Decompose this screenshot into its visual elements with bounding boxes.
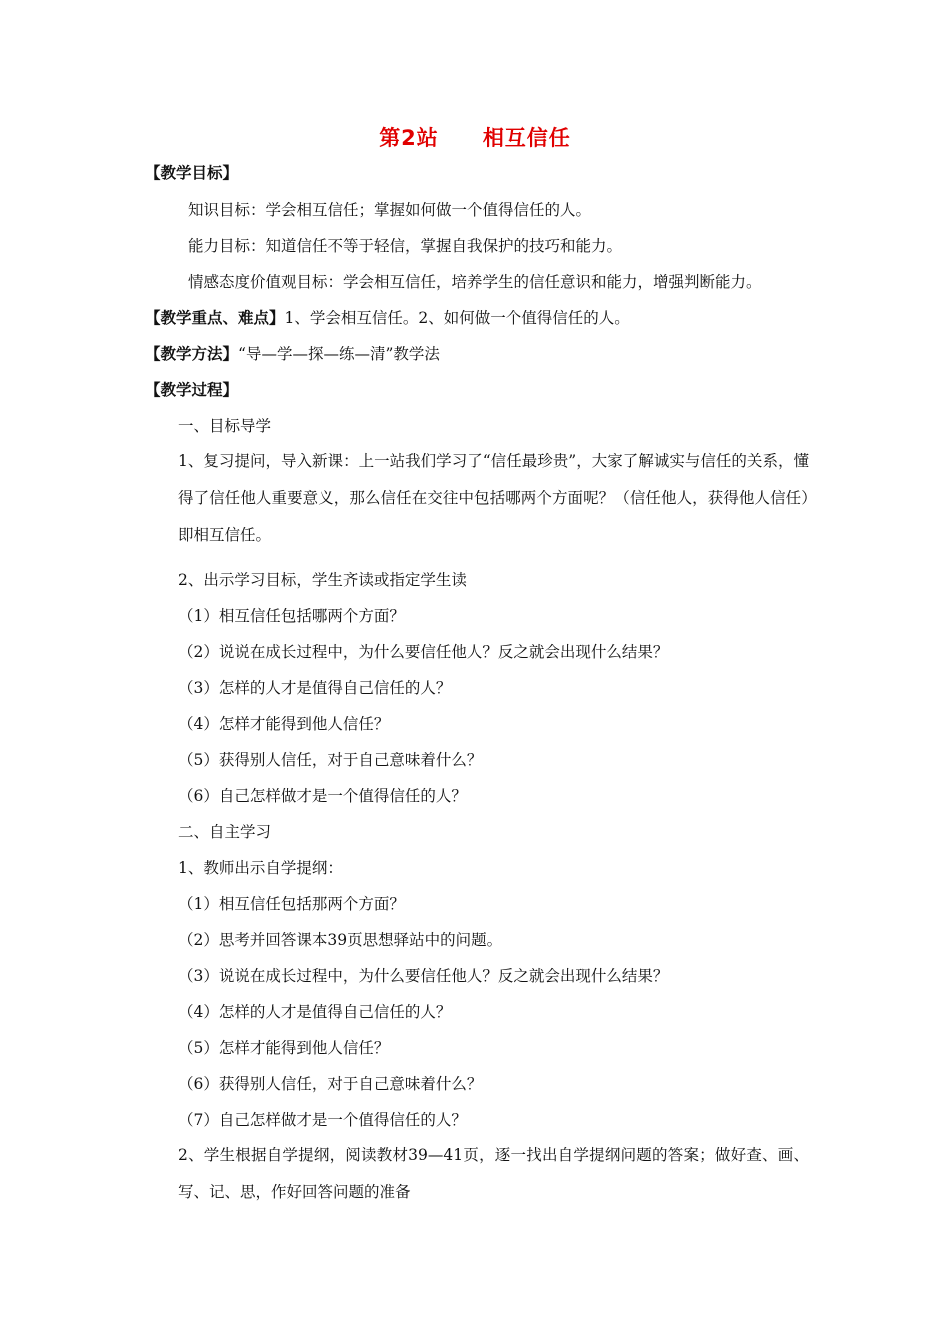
teaching-method	[145, 344, 440, 364]
reading-paragraph	[145, 1137, 809, 1211]
goal-item: （5）获得别人信任，对于自己意味着什么？	[178, 751, 483, 769]
objective-knowledge: 知识目标：学会相互信任；掌握如何做一个值得信任的人。	[188, 201, 592, 219]
title-station: 第2站	[379, 126, 439, 150]
objectives-heading: 【教学目标】	[145, 164, 239, 182]
outline-intro: 1、教师出示自学提纲：	[178, 859, 343, 877]
goal-item: （4）怎样才能得到他人信任？	[178, 715, 390, 733]
goal-item: （3）怎样的人才是值得自己信任的人？	[178, 679, 452, 697]
outline-item: （7）自己怎样做才是一个值得信任的人？	[178, 1111, 467, 1129]
goal-item: （6）自己怎样做才是一个值得信任的人？	[178, 787, 467, 805]
objective-emotion: 情感态度价值观目标：学会相互信任，培养学生的信任意识和能力，增强判断能力。	[188, 273, 762, 291]
process-heading: 【教学过程】	[145, 381, 239, 399]
key-points-text: 1、学会相互信任。2、如何做一个值得信任的人。	[284, 309, 630, 327]
method-text: “导—学—探—练—清”教学法	[238, 345, 440, 363]
goal-item: （2）说说在成长过程中，为什么要信任他人？反之就会出现什么结果？	[178, 643, 669, 661]
show-goals: 2、出示学习目标，学生齐读或指定学生读	[178, 571, 467, 589]
section-goal-guide: 一、目标导学	[178, 417, 272, 435]
objective-ability: 能力目标：知道信任不等于轻信，掌握自我保护的技巧和能力。	[188, 237, 623, 255]
review-paragraph	[145, 443, 809, 554]
title-topic: 相互信任	[482, 126, 571, 150]
outline-item: （4）怎样的人才是值得自己信任的人？	[178, 1003, 452, 1021]
section-self-study: 二、自主学习	[178, 823, 272, 841]
page-title	[0, 122, 950, 152]
goal-item: （1）相互信任包括哪两个方面？	[178, 607, 405, 625]
outline-item: （3）说说在成长过程中，为什么要信任他人？反之就会出现什么结果？	[178, 967, 669, 985]
reading-text: 2、学生根据自学提纲，阅读教材39—41页，逐一找出自学提纲问题的答案；做好查、画、写、记、思，作好回答问题的准备	[178, 1146, 809, 1201]
outline-item: （2）思考并回答课本39页思想驿站中的问题。	[178, 931, 503, 949]
outline-item: （1）相互信任包括那两个方面？	[178, 895, 405, 913]
key-points-heading: 【教学重点、难点】	[145, 309, 285, 327]
review-text: 1、复习提问，导入新课：上一站我们学习了“信任最珍贵”，大家了解诚实与信任的关系，懂得了信任他人重要意义，那么信任在交往中包括哪两个方面呢？（信任他人，获得他人信任）即相互信任。	[178, 452, 809, 544]
method-heading: 【教学方法】	[145, 345, 239, 363]
key-points	[145, 308, 630, 328]
outline-item: （6）获得别人信任，对于自己意味着什么？	[178, 1075, 483, 1093]
outline-item: （5）怎样才能得到他人信任？	[178, 1039, 390, 1057]
